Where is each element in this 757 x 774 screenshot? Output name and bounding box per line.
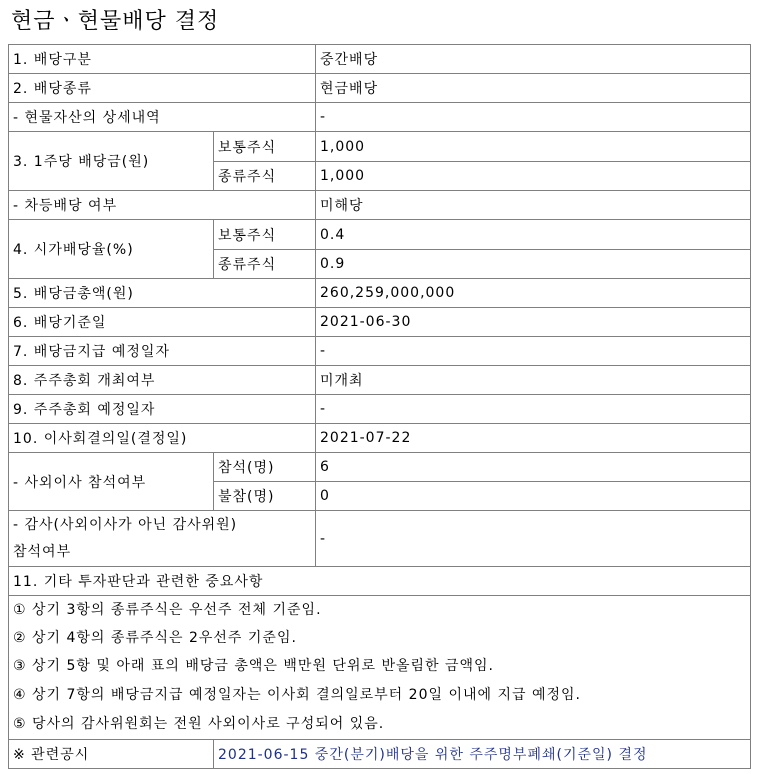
table-row: [9, 337, 751, 366]
row-label: [9, 511, 316, 567]
row-value: -: [316, 103, 751, 132]
row-label: 5. 배당금총액(원): [9, 279, 316, 308]
row-label: 7. 배당금지급 예정일자: [9, 337, 316, 366]
row-value: -: [316, 395, 751, 424]
sub-label: 불참(명): [214, 482, 316, 511]
row-value: 6: [316, 453, 751, 482]
table-row: [9, 596, 751, 740]
table-row: [9, 567, 751, 596]
table-row: [9, 395, 751, 424]
table-row: [9, 279, 751, 308]
sub-label: 참석(명): [214, 453, 316, 482]
note-item: ② 상기 4항의 종류주식은 2우선주 기준임.: [13, 630, 297, 646]
related-disclosure-link[interactable]: 2021-06-15 중간(분기)배당을 위한 주주명부폐쇄(기준일) 결정: [214, 740, 751, 769]
table-row: [9, 132, 751, 162]
note-item: ⑤ 당사의 감사위원회는 전원 사외이사로 구성되어 있음.: [13, 716, 385, 732]
row-label: 4. 시가배당율(%): [9, 220, 214, 279]
row-value: 2021-07-22: [316, 424, 751, 453]
table-row: [9, 74, 751, 103]
row-label: 8. 주주총회 개최여부: [9, 366, 316, 395]
dividend-decision-table: [8, 44, 751, 769]
row-label: - 사외이사 참석여부: [9, 453, 214, 511]
sub-label: 종류주식: [214, 250, 316, 279]
row-value: 2021-06-30: [316, 308, 751, 337]
sub-label: 종류주식: [214, 162, 316, 191]
note-item: ③ 상기 5항 및 아래 표의 배당금 총액은 백만원 단위로 반올림한 금액임.: [13, 658, 495, 674]
auditor-label-line1: - 감사(사외이사가 아닌 감사위원): [13, 516, 238, 533]
table-row: [9, 511, 751, 567]
row-label: 10. 이사회결의일(결정일): [9, 424, 316, 453]
note-item: ④ 상기 7항의 배당금지급 예정일자는 이사회 결의일로부터 20일 이내에 지급 예정임.: [13, 687, 581, 703]
row-value: -: [316, 511, 751, 567]
row-label: 6. 배당기준일: [9, 308, 316, 337]
auditor-label-line2: 참석여부: [13, 543, 72, 560]
row-value: 0: [316, 482, 751, 511]
row-value: 중간배당: [316, 45, 751, 74]
row-value: 1,000: [316, 132, 751, 162]
page-title: 현금ㆍ현물배당 결정: [11, 9, 220, 34]
table-row: [9, 424, 751, 453]
row-label: - 차등배당 여부: [9, 191, 316, 220]
section-heading: 11. 기타 투자판단과 관련한 중요사항: [9, 567, 751, 596]
row-value: 미개최: [316, 366, 751, 395]
row-value: 260,259,000,000: [316, 279, 751, 308]
row-label: 1. 배당구분: [9, 45, 316, 74]
sub-label: 보통주식: [214, 220, 316, 250]
row-label: - 현물자산의 상세내역: [9, 103, 316, 132]
row-label: 2. 배당종류: [9, 74, 316, 103]
notes-cell: [9, 596, 751, 740]
note-item: ① 상기 3항의 종류주식은 우선주 전체 기준임.: [13, 602, 322, 618]
table-row: [9, 191, 751, 220]
row-label: 9. 주주총회 예정일자: [9, 395, 316, 424]
table-row: [9, 220, 751, 250]
row-value: 현금배당: [316, 74, 751, 103]
table-row: [9, 45, 751, 74]
sub-label: 보통주식: [214, 132, 316, 162]
table-row: [9, 453, 751, 482]
row-value: 미해당: [316, 191, 751, 220]
row-value: 1,000: [316, 162, 751, 191]
row-label: 3. 1주당 배당금(원): [9, 132, 214, 191]
row-value: 0.9: [316, 250, 751, 279]
table-row: [9, 366, 751, 395]
related-label: ※ 관련공시: [9, 740, 214, 769]
table-row: [9, 308, 751, 337]
row-value: -: [316, 337, 751, 366]
table-row: [9, 103, 751, 132]
row-value: 0.4: [316, 220, 751, 250]
table-row: [9, 740, 751, 769]
